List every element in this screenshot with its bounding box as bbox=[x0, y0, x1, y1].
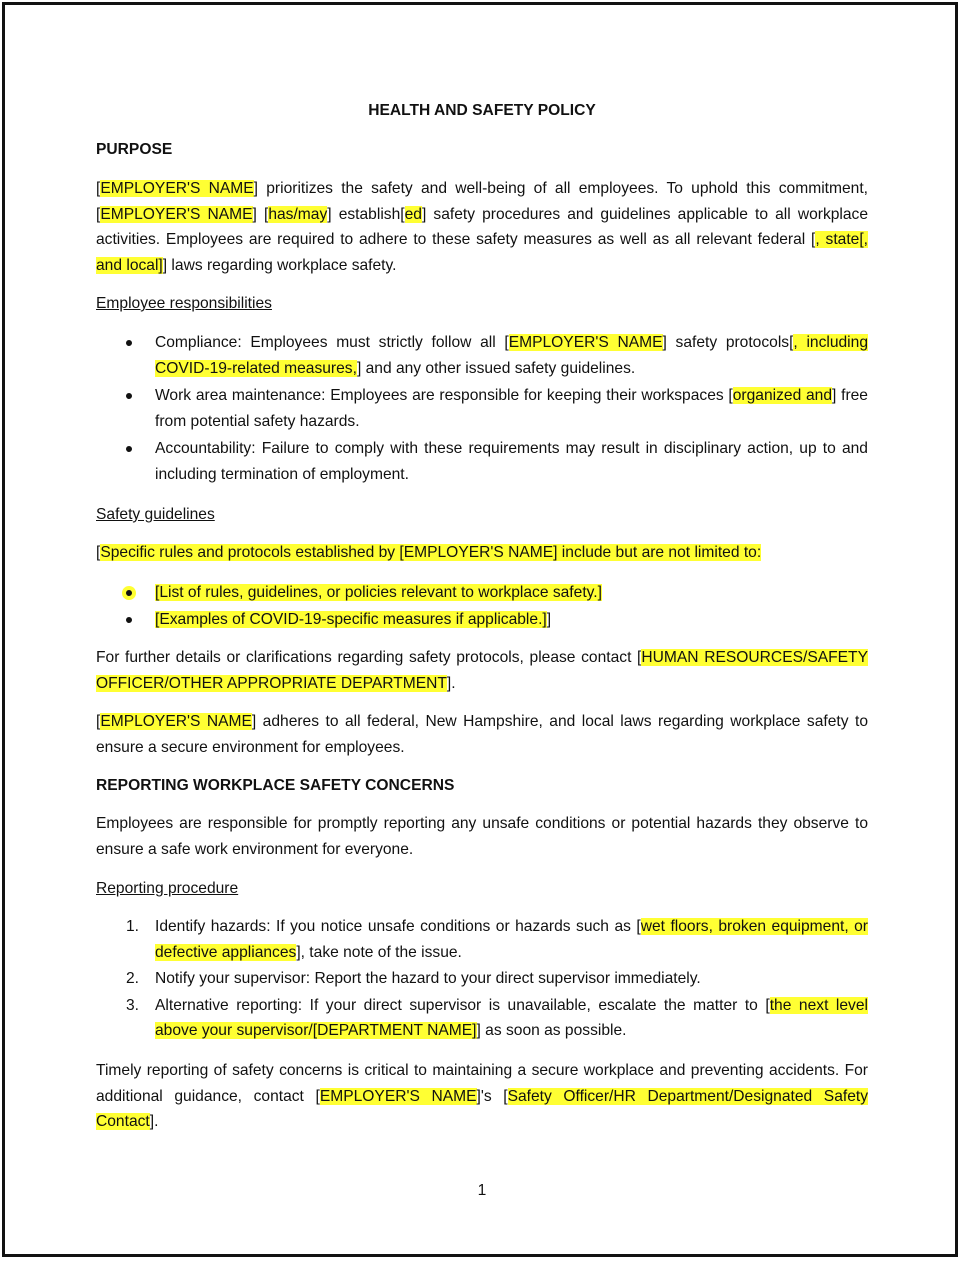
safety-guidelines-list bbox=[96, 580, 868, 632]
employee-responsibilities-list bbox=[96, 330, 868, 488]
text-run: For further details or clarifications regarding safety protocols, please contact [ bbox=[96, 649, 642, 666]
highlighted-placeholder: [Examples of COVID-19-specific measures if applicable.] bbox=[155, 610, 547, 628]
text-run: ] bbox=[546, 610, 552, 628]
text-run: ], take note of the issue. bbox=[296, 943, 462, 961]
list-item-text bbox=[155, 918, 868, 961]
text-run: [ bbox=[96, 544, 101, 561]
reporting-intro bbox=[96, 811, 868, 862]
list-item-text bbox=[155, 997, 868, 1040]
list-item-step-3 bbox=[96, 993, 868, 1044]
list-item-text bbox=[155, 334, 868, 377]
text-run: [ bbox=[96, 713, 101, 730]
text-run: ] [ bbox=[252, 205, 269, 223]
highlighted-placeholder: ed bbox=[404, 205, 422, 223]
text-run: ] safety protocols[ bbox=[662, 334, 794, 351]
highlighted-placeholder: EMPLOYER'S NAME bbox=[100, 205, 253, 223]
text-run: ] safety procedures and guidelines applicable to all workplace activities. Employees are required to adhere to these safety measures as well as all relevant federal [ bbox=[96, 205, 869, 249]
highlighted-placeholder: , state[, and local] bbox=[96, 231, 868, 274]
bullet-icon bbox=[126, 340, 132, 346]
list-item-text bbox=[155, 584, 602, 601]
bullet-icon bbox=[126, 617, 132, 623]
text-run: ] free from potential safety hazards. bbox=[155, 387, 868, 430]
list-item-text bbox=[155, 611, 551, 628]
bullet-icon bbox=[126, 446, 132, 452]
highlighted-placeholder: has/may bbox=[268, 205, 328, 223]
text-run: ]. bbox=[149, 1113, 159, 1131]
list-item-work-area bbox=[96, 383, 868, 434]
text-run: ] laws regarding workplace safety. bbox=[162, 256, 397, 274]
text-run: Identify hazards: If you notice unsafe conditions or hazards such as [ bbox=[155, 918, 641, 935]
text-run: ] prioritizes the safety and well-being of all employees. To uphold this commitment, [ bbox=[96, 180, 868, 223]
step-number: 3. bbox=[126, 996, 140, 1014]
step-number: 2. bbox=[126, 970, 140, 988]
bullet-icon bbox=[126, 393, 132, 399]
text-run: Timely reporting of safety concerns is critical to maintaining a secure workplace and preventing accidents. For additional guidance, contact [ bbox=[96, 1062, 868, 1105]
list-item-text bbox=[155, 970, 701, 987]
purpose-heading: PURPOSE bbox=[96, 141, 173, 158]
text-run: Employees are responsible for promptly reporting any unsafe conditions or potential hazards they observe to ensure a safe work environment for everyone. bbox=[96, 815, 868, 858]
document-page bbox=[2, 2, 958, 1257]
text-run: [ bbox=[96, 180, 101, 197]
highlighted-placeholder: Safety Officer/HR Department/Designated Safety Contact bbox=[96, 1087, 868, 1131]
text-run: ] adheres to all federal, New Hampshire, and local laws regarding workplace safety to ensure a secure environment for employees. bbox=[96, 713, 868, 756]
reporting-heading: REPORTING WORKPLACE SAFETY CONCERNS bbox=[96, 777, 455, 794]
list-item-accountability bbox=[96, 436, 868, 487]
page-number: 1 bbox=[477, 1182, 487, 1199]
list-item-step-2 bbox=[96, 966, 868, 992]
text-run: Alternative reporting: If your direct supervisor is unavailable, escalate the matter to [ bbox=[155, 996, 770, 1014]
list-item-step-1 bbox=[96, 914, 868, 965]
closing-paragraph bbox=[96, 1058, 868, 1135]
step-number: 1. bbox=[126, 918, 140, 935]
highlighted-placeholder: Specific rules and protocols established by [EMPLOYER'S NAME] include but are not limited to: bbox=[100, 544, 762, 561]
highlighted-placeholder: organized and bbox=[732, 387, 833, 405]
document-title: HEALTH AND SAFETY POLICY bbox=[368, 102, 596, 119]
safety-guidelines-intro bbox=[96, 540, 868, 566]
list-item-text bbox=[155, 440, 868, 483]
highlighted-placeholder: wet floors, broken equipment, or defective appliances bbox=[155, 918, 868, 961]
text-run: Work area maintenance: Employees are responsible for keeping their workspaces [ bbox=[155, 387, 733, 405]
highlighted-placeholder: EMPLOYER'S NAME bbox=[319, 1087, 477, 1105]
compliance-paragraph bbox=[96, 709, 868, 760]
highlighted-placeholder: HUMAN RESOURCES/SAFETY OFFICER/OTHER APPROPRIATE DEPARTMENT bbox=[96, 649, 868, 692]
text-run: ]. bbox=[446, 674, 456, 692]
list-item-text bbox=[155, 387, 868, 430]
highlighted-placeholder: EMPLOYER'S NAME bbox=[100, 713, 252, 730]
safety-guidelines-heading: Safety guidelines bbox=[96, 506, 215, 523]
highlighted-placeholder: the next level above your supervisor/[DEPARTMENT NAME] bbox=[155, 996, 868, 1040]
list-item-compliance bbox=[96, 330, 868, 381]
employee-responsibilities-heading: Employee responsibilities bbox=[96, 295, 272, 312]
list-item-covid-measures bbox=[96, 607, 868, 633]
highlighted-placeholder: , including COVID-19-related measures, bbox=[155, 334, 868, 377]
highlighted-placeholder: EMPLOYER'S NAME bbox=[508, 334, 663, 351]
contact-paragraph bbox=[96, 645, 868, 696]
reporting-procedure-heading: Reporting procedure bbox=[96, 880, 239, 897]
reporting-steps-list bbox=[96, 914, 868, 1044]
list-item-rules bbox=[96, 580, 868, 606]
text-run: Compliance: Employees must strictly follow all [ bbox=[155, 334, 509, 351]
text-run: Notify your supervisor: Report the hazard to your direct supervisor immediately. bbox=[155, 970, 701, 988]
bullet-icon bbox=[126, 590, 132, 596]
highlighted-placeholder: EMPLOYER'S NAME bbox=[100, 180, 254, 197]
highlighted-placeholder: [List of rules, guidelines, or policies relevant to workplace safety.] bbox=[155, 584, 602, 601]
text-run: Accountability: Failure to comply with these requirements may result in disciplinary action, up to and including termination of employment. bbox=[155, 440, 868, 483]
text-run: ]'s [ bbox=[476, 1087, 508, 1105]
text-run: ] establish[ bbox=[327, 205, 405, 223]
text-run: ] and any other issued safety guidelines. bbox=[356, 359, 636, 377]
text-run: ] as soon as possible. bbox=[476, 1022, 627, 1040]
purpose-paragraph bbox=[96, 176, 868, 278]
